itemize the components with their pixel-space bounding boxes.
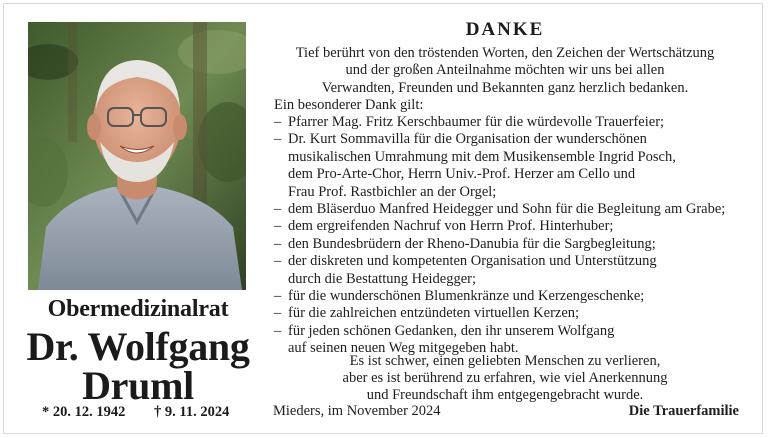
dash-bullet: – <box>274 253 282 270</box>
thanks-item <box>274 131 725 201</box>
dash-bullet: – <box>274 114 282 130</box>
thanks-item-line: Dr. Kurt Sommavilla für die Organisation der wunderschönen <box>288 131 647 148</box>
closing-paragraph <box>272 353 738 405</box>
closing-line: Es ist schwer, einen geliebten Menschen zu verlieren, <box>349 353 661 369</box>
thanks-item-line: durch die Bestattung Heidegger; <box>288 270 477 287</box>
portrait-photo <box>28 22 246 290</box>
thanks-item-line: dem ergreifenden Nachruf von Herrn Prof. Hinterhuber; <box>288 218 614 235</box>
thanks-item-line: für die zahlreichen entzündeten virtuellen Kerzen; <box>288 305 580 322</box>
closing-line: aber es ist berührend zu erfahren, wie viel Anerkennung <box>342 370 668 387</box>
dash-bullet: – <box>274 305 282 322</box>
deceased-title: Obermedizinalrat <box>47 296 229 322</box>
death-date: † 9. 11. 2024 <box>154 404 230 420</box>
thanks-item <box>274 305 725 322</box>
intro-line: Verwandten, Freunden und Bekannten ganz herzlich bedanken. <box>321 79 689 96</box>
thanks-item-line: Frau Prof. Rastbichler an der Orgel; <box>288 183 497 200</box>
deceased-name-last: Druml <box>82 363 194 408</box>
notice-heading: DANKE <box>465 19 545 40</box>
closing-line: und Freundschaft ihm entgegengebracht wurde. <box>366 387 644 404</box>
place-date: Mieders, im November 2024 <box>273 403 441 419</box>
thanks-item <box>274 114 725 131</box>
intro-paragraph <box>272 45 738 97</box>
thanks-item-line: der diskreten und kompetenten Organisation und Unterstützung <box>288 253 657 270</box>
thanks-item-line: Pfarrer Mag. Fritz Kerschbaumer für die würdevolle Trauerfeier; <box>288 114 665 130</box>
signature: Die Trauerfamilie <box>628 403 739 419</box>
intro-line: Tief berührt von den tröstenden Worten, den Zeichen der Wertschätzung <box>295 45 715 61</box>
thanks-item <box>274 201 725 218</box>
thanks-item-line: für die wunderschönen Blumenkränze und Kerzengeschenke; <box>288 288 645 305</box>
thanks-item-line: den Bundesbrüdern der Rheno-Danubia für die Sargbegleitung; <box>288 235 656 252</box>
thanks-item-line: dem Bläserduo Manfred Heidegger und Sohn für die Begleitung am Grabe; <box>288 201 726 218</box>
thanks-item <box>274 218 725 235</box>
thanks-list <box>274 114 725 358</box>
dash-bullet: – <box>274 322 282 339</box>
dash-bullet: – <box>274 235 282 252</box>
thanks-item-line: auf seinen neuen Weg mitgegeben habt. <box>288 340 519 357</box>
thanks-item <box>274 253 725 288</box>
birth-date: * 20. 12. 1942 <box>42 404 126 420</box>
dash-bullet: – <box>274 131 282 148</box>
deceased-name-first: Dr. Wolfgang <box>26 324 250 369</box>
thanks-item-line: musikalischen Umrahmung mit dem Musikensemble Ingrid Posch, <box>288 148 676 165</box>
thanks-item-line: dem Pro-Arte-Chor, Herrn Univ.-Prof. Herzer am Cello und <box>288 166 636 183</box>
thanks-item-line: für jeden schönen Gedanken, den ihr unserem Wolfgang <box>288 322 615 339</box>
thanks-item <box>274 236 725 253</box>
dash-bullet: – <box>274 201 282 218</box>
intro-line: und der großen Anteilnahme möchten wir uns bei allen <box>345 62 665 79</box>
thanks-item <box>274 288 725 305</box>
special-thanks-lead: Ein besonderer Dank gilt: <box>274 97 424 113</box>
dash-bullet: – <box>274 288 282 305</box>
dash-bullet: – <box>274 218 282 235</box>
